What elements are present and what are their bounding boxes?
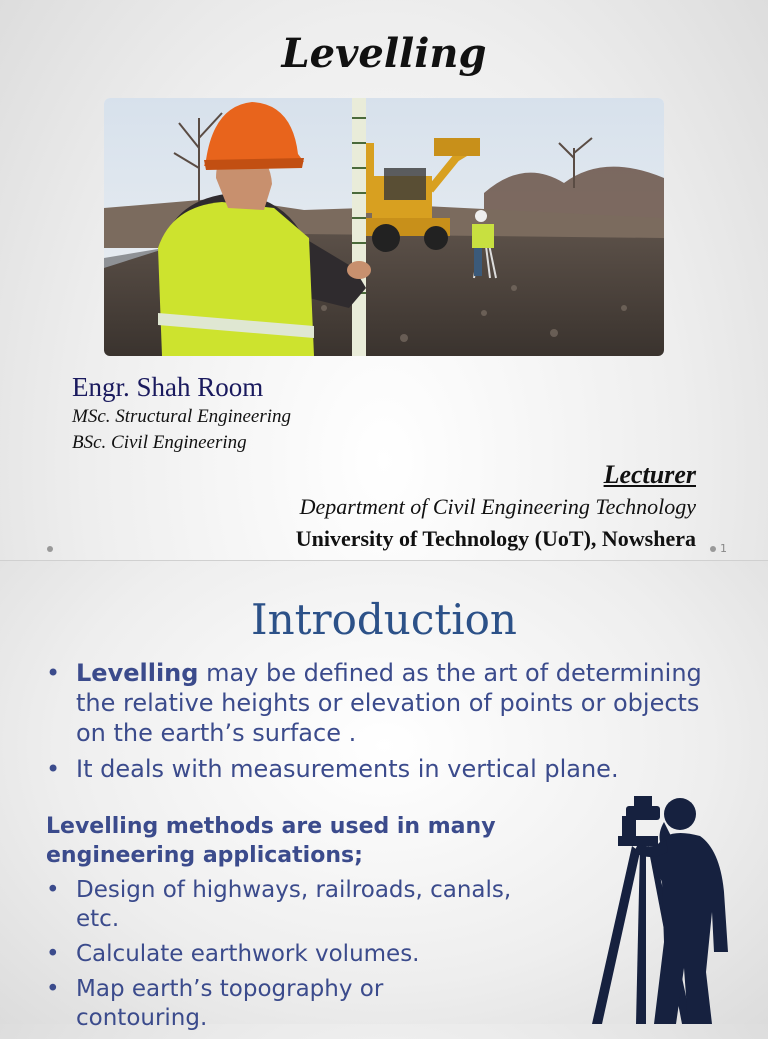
bullet-text: may be defined as the art of determining the relative heights or elevation of points or objects on the earth’s surface . xyxy=(76,659,702,747)
slide-dot-right xyxy=(710,546,716,552)
list-item: • Calculate earthwork volumes. xyxy=(46,940,516,969)
methods-heading: Levelling methods are used in many engineering applications; xyxy=(46,814,496,868)
list-item xyxy=(46,754,716,784)
surveying-site-photo xyxy=(104,98,664,356)
list-item: • Map earth’s topography or contouring. xyxy=(46,975,516,1033)
slide-title: Levelling xyxy=(281,30,487,77)
list-item: • Design of highways, railroads, canals, etc. xyxy=(46,876,516,934)
author-name: Engr. Shah Room xyxy=(72,372,264,402)
surveyor-theodolite-icon xyxy=(588,792,748,1024)
department-name: Department of Civil Engineering Technology xyxy=(299,494,696,519)
intro-bullet-list xyxy=(46,658,716,790)
applications-list xyxy=(46,876,516,1039)
bullet-text: It deals with measurements in vertical plane. xyxy=(76,755,619,783)
degree-msc: MSc. Structural Engineering xyxy=(72,406,291,427)
list-item xyxy=(46,658,716,748)
page-number: 1 xyxy=(720,542,727,555)
position-title: Lecturer xyxy=(603,460,696,489)
slide-divider xyxy=(0,560,768,561)
degree-bsc: BSc. Civil Engineering xyxy=(72,432,247,453)
university-name: University of Technology (UoT), Nowshera xyxy=(295,526,696,551)
slide-dot-left xyxy=(47,546,53,552)
intro-title: Introduction xyxy=(251,595,517,644)
bullet-bold-term: Levelling xyxy=(76,659,199,687)
